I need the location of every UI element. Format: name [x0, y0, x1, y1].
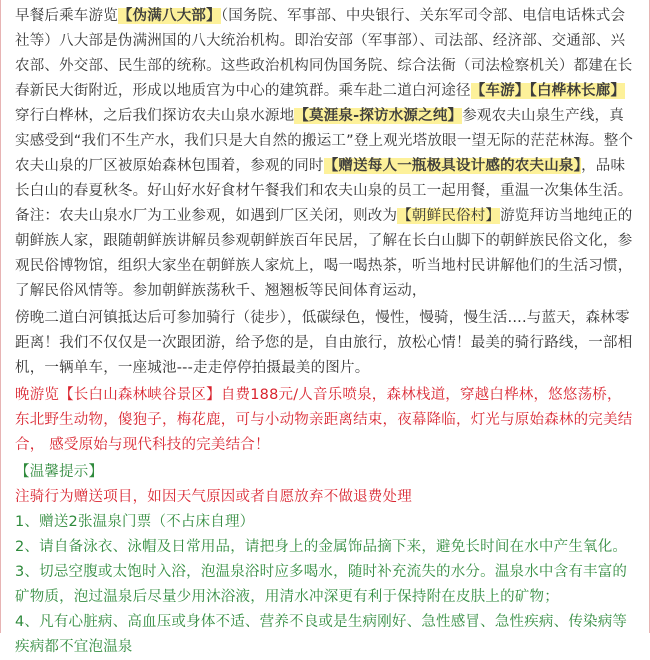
itinerary-paragraph-evening: [15, 383, 635, 458]
attraction-forest-canyon: 【长白山森林峡谷景区】: [59, 387, 221, 403]
text-evening: 晚游览: [15, 387, 60, 403]
attraction-puppet-manchuria-ministries: 【伪满八大部】: [117, 8, 221, 24]
tip-item: 4、凡有心脏病、高血压或身体不适、营养不良或是生病刚好、急性感冒、急性疾病、传染病等疾病都不宜泡温泉: [15, 614, 628, 655]
tip-item: 1、赠送2张温泉门票（不占床自理）: [15, 514, 255, 530]
text-breakfast: 早餐后乘车游览: [15, 8, 118, 24]
text-folk-village: 游览拜访当地纯正的朝鲜族人家，跟随朝鲜族讲解员参观朝鲜族百年民居，了解在长白山脚下的朝鲜族民俗文化，参观民俗博物馆，组织大家坐在朝鲜族人家炕上，喝一喝热茶，听当地村民讲解他们的生活习惯，了解民俗风情等。参加朝鲜族荡秋千、翘翘板等民间体育运动，: [15, 208, 633, 299]
tips-note: 注骑行为赠送项目，如因天气原因或者自愿放弃不做退费处理: [15, 489, 412, 505]
attraction-nongfu-spring-source: 【莫涯泉-探访水源之纯】: [294, 108, 463, 124]
text-birch: 穿行白桦林，之后我们探访农夫山泉水源地: [15, 108, 295, 124]
itinerary-paragraph-day: [15, 4, 635, 304]
itinerary-paragraph-cycling: 傍晚二道白河镇抵达后可参加骑行（徒步），低碳绿色，慢性，慢骑，慢生活....与蓝天，森林零距离！我们不仅仅是一次跟团游，给予您的是，自由旅行，放松心情！最美的骑行路线，一部相机，一辆单车，一座城池---走走停停拍摄最美的图片。: [15, 310, 633, 376]
tips-title: 【温馨提示】: [15, 464, 104, 480]
text-ministries-description: （国务院、军事部、中央银行、关东军司令部、电信电话株式会社等）八大部是伪满洲国的八大统治机构。即治安部（军事部）、司法部、经济部、交通部、兴农部、外交部、民生部的统称。这些政治机构同伪国务院、综合法衙（司法检察机关）都建在长春新民大街附近，形成以地质宫为中心的建筑群。乘车赴二道白河途径: [15, 8, 633, 99]
text-evening-description: 自费188元/人音乐喷泉，森林栈道，穿越白桦林，悠悠荡桥，东北野生动物，傻狍子，梅花鹿，可与小动物亲距离结束，夜幕降临，灯光与原始森林的完美结合， 感受原始与现代科技的完美结合！: [15, 387, 633, 453]
attraction-korean-folk-village: 【朝鲜民俗村】: [397, 208, 501, 224]
gift-nongfu-bottle: 【赠送每人一瓶极具设计感的农夫山泉】: [323, 158, 582, 174]
attraction-birch-corridor: 【车游】【白桦林长廊】: [470, 83, 626, 99]
tip-item: 2、请自备泳衣、泳帽及日常用品，请把身上的金属饰品摘下来，避免长时间在水中产生氧化。: [15, 539, 628, 555]
text-lunch-note: ，品味长白山的春夏秋冬。好山好水好食材午餐我们和农夫山泉的员工一起用餐，重温一次集体生活。备注：农夫山泉水厂为工业参观，如遇到厂区关闭，则改为: [15, 158, 633, 224]
text-production-line: 参观农夫山泉生产线，真实感受到“我们不生产水，我们只是大自然的搬运工”登上观光塔放眼一望无际的茫茫林海。整个农夫山泉的厂区被原始森林包围着，参观的同时: [15, 108, 634, 174]
tip-item: 3、切忌空腹或太饱时入浴，泡温泉浴时应多喝水，随时补充流失的水分。温泉水中含有丰富的矿物质，泡过温泉后尽量少用沐浴液，用清水冲深更有利于保持附在皮肤上的矿物；: [15, 564, 628, 605]
